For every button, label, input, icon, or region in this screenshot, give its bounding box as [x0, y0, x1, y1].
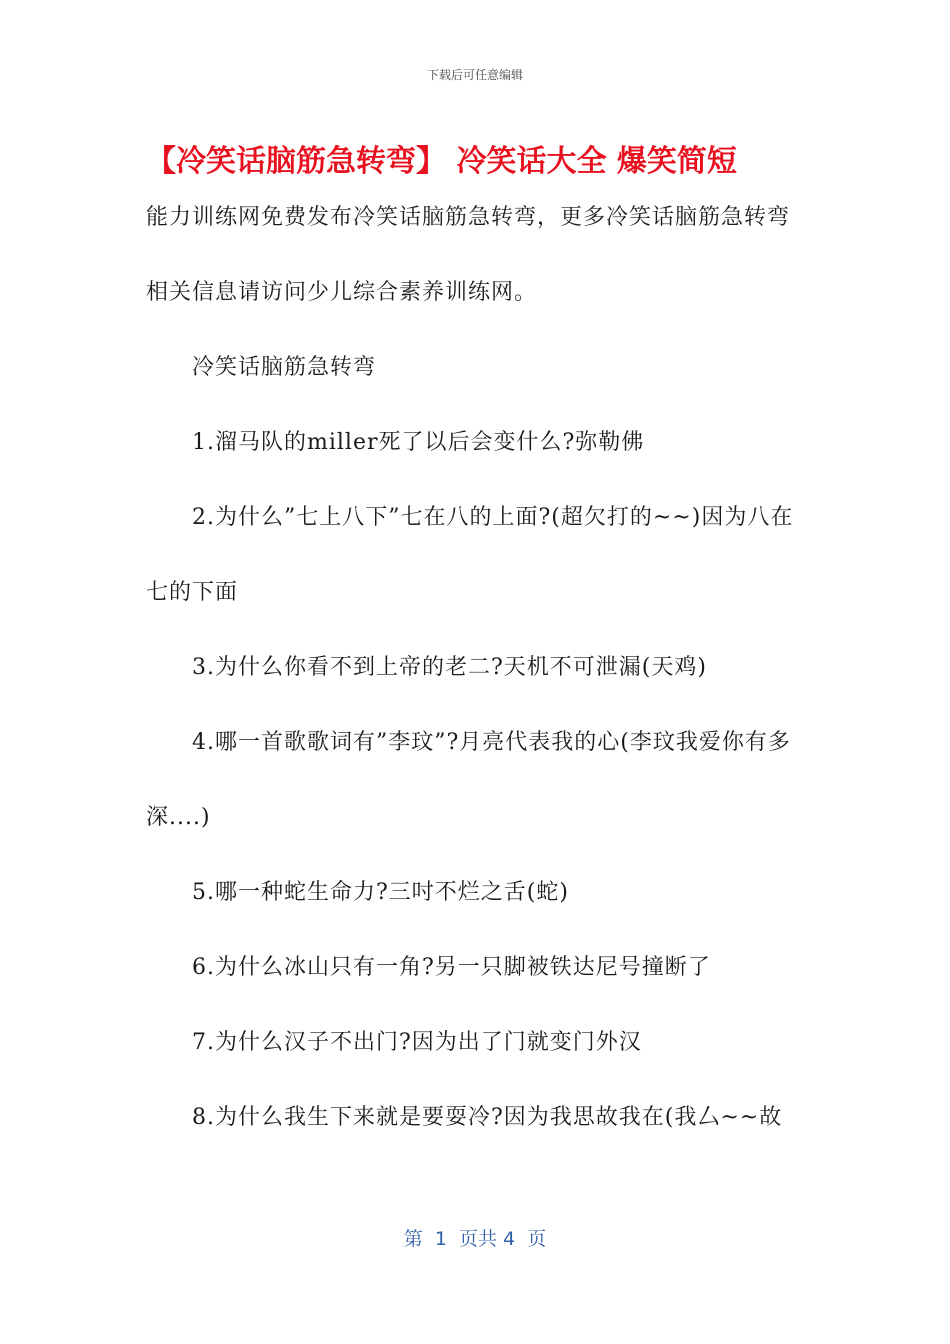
- document-body: [146, 180, 806, 1155]
- list-item: 2.为什么”七上八下”七在八的上面?(超欠打的~~)因为八在七的下面: [146, 505, 794, 605]
- list-item: 6.为什么冰山只有一角?另一只脚被铁达尼号撞断了: [192, 955, 711, 980]
- paragraph-intro: 能力训练网免费发布冷笑话脑筋急转弯，更多冷笑话脑筋急转弯相关信息请访问少儿综合素养训练网。: [146, 205, 791, 305]
- document-title: 【冷笑话脑筋急转弯】 冷笑话大全 爆笑简短: [146, 144, 737, 179]
- paragraph-heading: 冷笑话脑筋急转弯: [192, 355, 377, 380]
- list-item: 1.溜马队的miller死了以后会变什么?弥勒佛: [192, 430, 645, 455]
- header-note: 下载后可任意编辑: [426, 68, 523, 82]
- list-item: 3.为什么你看不到上帝的老二?天机不可泄漏(天鸡): [192, 655, 707, 680]
- page-footer: 第 1 页共 4 页: [403, 1228, 547, 1250]
- list-item: 4.哪一首歌歌词有”李玟”?月亮代表我的心(李玟我爱你有多深....): [146, 730, 791, 830]
- list-item: 5.哪一种蛇生命力?三吋不烂之舌(蛇): [192, 880, 569, 905]
- list-item: 8.为什么我生下来就是要耍冷?因为我思故我在(我厶~~故: [192, 1105, 783, 1130]
- list-item: 7.为什么汉子不出门?因为出了门就变门外汉: [192, 1030, 642, 1055]
